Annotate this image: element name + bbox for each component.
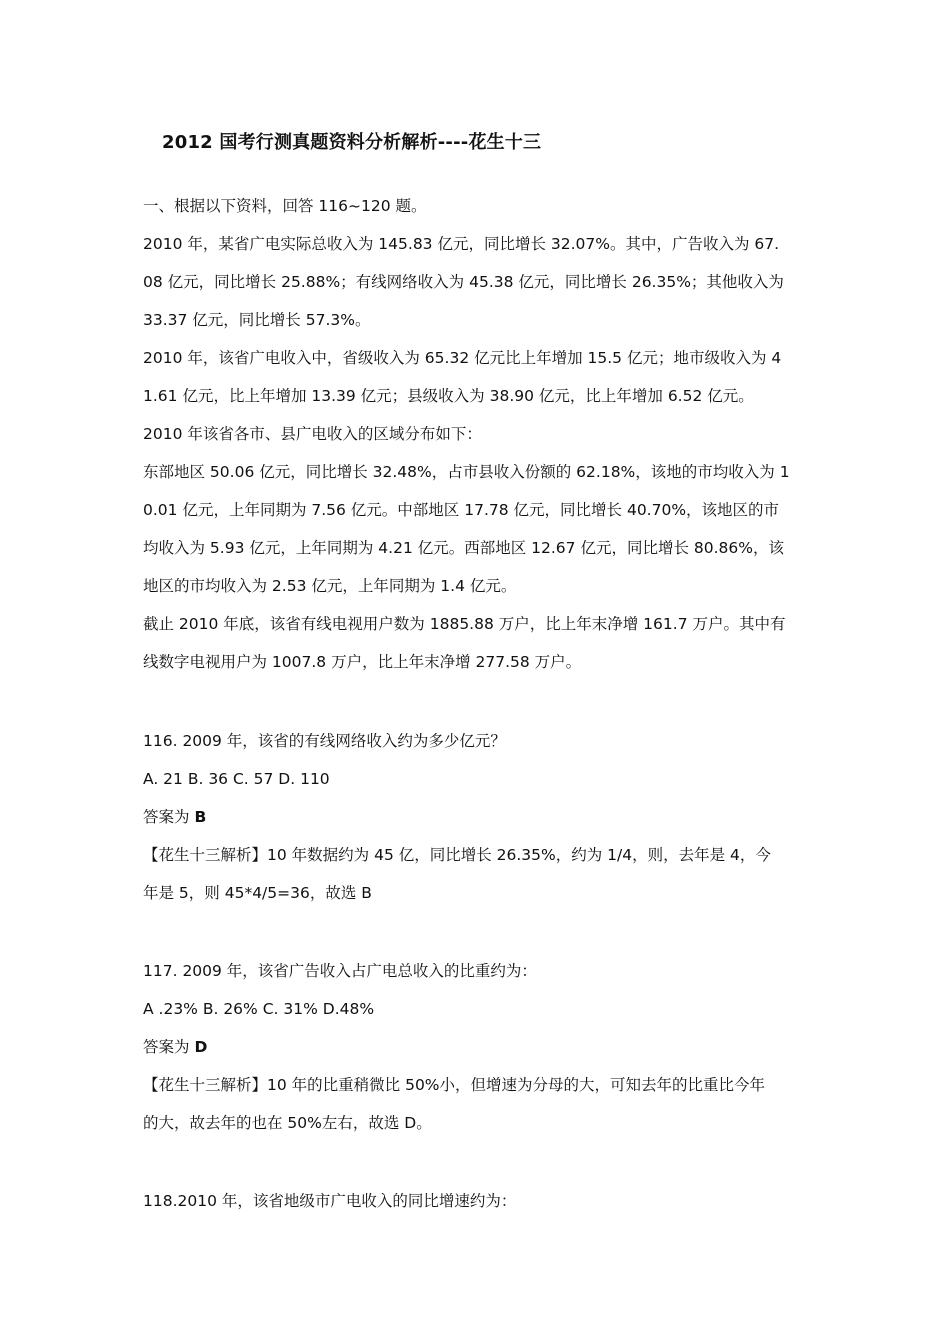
material-paragraph-4-line-1: 东部地区 50.06 亿元，同比增长 32.48%，占市县收入份额的 62.18%，该地的市均收入为 1 [143, 463, 790, 481]
question-116-analysis-line-1: 【花生十三解析】10 年数据约为 45 亿，同比增长 26.35%，约为 1/4，则，去年是 4，今 [143, 846, 771, 864]
material-paragraph-4-line-2: 0.01 亿元，上年同期为 7.56 亿元。中部地区 17.78 亿元，同比增长 40.70%，该地区的市 [143, 501, 780, 519]
material-paragraph-1-line-1: 2010 年，某省广电实际总收入为 145.83 亿元，同比增长 32.07%。其中，广告收入为 67. [143, 235, 780, 253]
answer-prefix: 答案为 [143, 1038, 195, 1056]
question-117-analysis-line-1: 【花生十三解析】10 年的比重稍微比 50%小，但增速为分母的大，可知去年的比重比今年 [143, 1076, 766, 1094]
material-paragraph-5-line-2: 线数字电视用户为 1007.8 万户，比上年末净增 277.58 万户。 [143, 653, 582, 671]
document-title: 2012 国考行测真题资料分析解析----花生十三 [162, 132, 542, 153]
answer-letter: D [194, 1038, 208, 1056]
question-117-analysis-line-2: 的大，故去年的也在 50%左右，故选 D。 [143, 1114, 432, 1132]
material-paragraph-2-line-2: 1.61 亿元，比上年增加 13.39 亿元；县级收入为 38.90 亿元，比上年增加 6.52 亿元。 [143, 387, 754, 405]
material-paragraph-1-line-2: 08 亿元，同比增长 25.88%；有线网络收入为 45.38 亿元，同比增长 26.35%；其他收入为 [143, 273, 784, 291]
answer-prefix: 答案为 [143, 808, 195, 826]
material-paragraph-5-line-1: 截止 2010 年底，该省有线电视用户数为 1885.88 万户，比上年末净增 161.7 万户。其中有 [143, 615, 786, 633]
material-paragraph-1-line-3: 33.37 亿元，同比增长 57.3%。 [143, 311, 371, 329]
answer-letter: B [194, 808, 207, 826]
question-117-options: A .23% B. 26% C. 31% D.48% [143, 1000, 375, 1018]
material-paragraph-2-line-1: 2010 年，该省广电收入中，省级收入为 65.32 亿元比上年增加 15.5 亿元；地市级收入为 4 [143, 349, 782, 367]
material-paragraph-3: 2010 年该省各市、县广电收入的区域分布如下： [143, 425, 482, 443]
material-intro: 一、根据以下资料，回答 116~120 题。 [143, 197, 427, 215]
question-117: 117. 2009 年，该省广告收入占广电总收入的比重约为： [143, 962, 537, 980]
question-116-options: A. 21 B. 36 C. 57 D. 110 [143, 770, 330, 788]
question-116: 116. 2009 年，该省的有线网络收入约为多少亿元？ [143, 732, 506, 750]
question-118: 118.2010 年，该省地级市广电收入的同比增速约为： [143, 1192, 517, 1210]
question-117-answer [143, 1036, 207, 1058]
question-116-analysis-line-2: 年是 5，则 45*4/5=36，故选 B [143, 884, 372, 902]
material-paragraph-4-line-3: 均收入为 5.93 亿元，上年同期为 4.21 亿元。西部地区 12.67 亿元，同比增长 80.86%，该 [143, 539, 784, 557]
material-paragraph-4-line-4: 地区的市均收入为 2.53 亿元，上年同期为 1.4 亿元。 [143, 577, 517, 595]
question-116-answer [143, 806, 206, 828]
